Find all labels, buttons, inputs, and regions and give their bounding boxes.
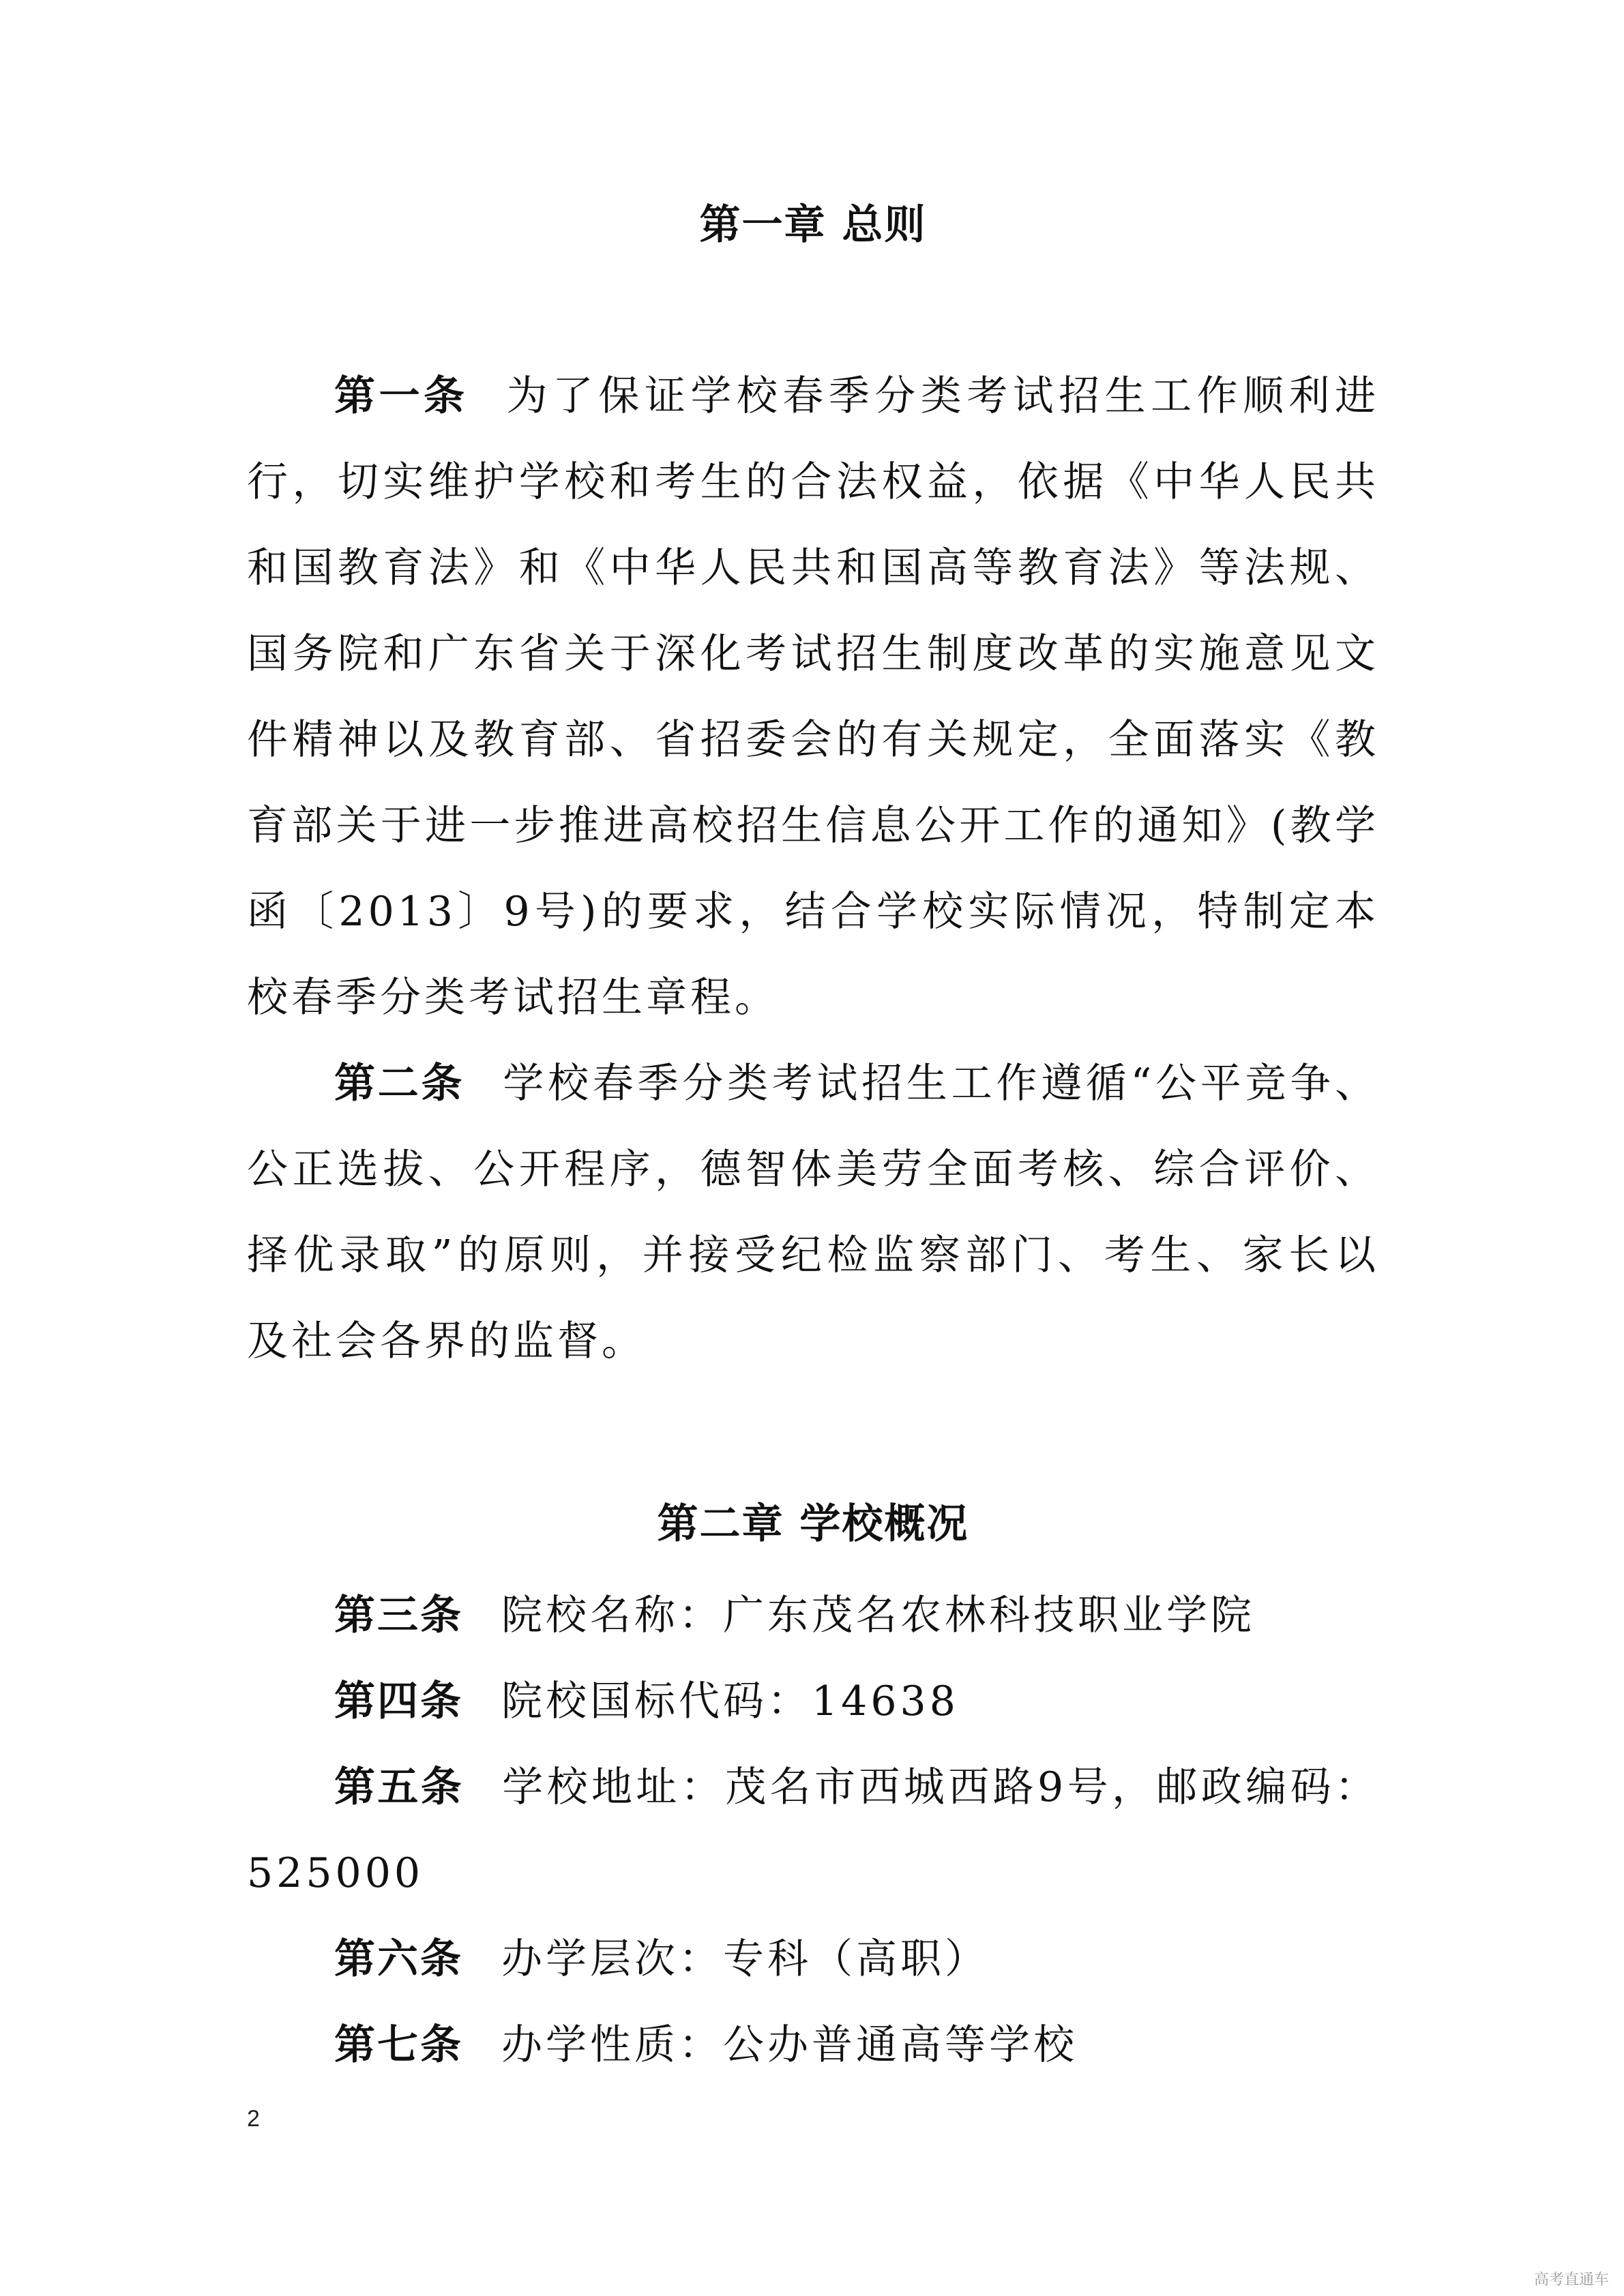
article-4-text: 院校国标代码：14638 [501,1678,959,1725]
article-3 [247,1572,1379,1658]
article-6-label: 第六条 [334,1935,463,1983]
article-2 [247,1041,1379,1384]
article-2-text: 学校春季分类考试招生工作遵循“公平竞争、公正选拔、公开程序，德智体美劳全面考核、综合评价、择优录取”的原则，并接受纪检监察部门、考生、家长以及社会各界的监督。 [247,1060,1379,1365]
article-4 [247,1658,1379,1744]
article-3-text: 院校名称：广东茂名农林科技职业学院 [501,1592,1255,1639]
article-4-label: 第四条 [334,1678,463,1725]
article-1-text: 为了保证学校春季分类考试招生工作顺利进行，切实维护学校和考生的合法权益，依据《中华人民共和国教育法》和《中华人民共和国高等教育法》等法规、国务院和广东省关于深化考试招生制度改革的实施意见文件精神以及教育部、省招委会的有关规定，全面落实《教育部关于进一步推进高校招生信息公开工作的通知》(教学函〔2013〕9号)的要求，结合学校实际情况，特制定本校春季分类考试招生章程。 [247,372,1380,1022]
chapter-2-title: 第二章 学校概况 [657,1500,969,1548]
article-3-label: 第三条 [334,1592,463,1639]
article-5-text: 学校地址：茂名市西城西路9号，邮政编码：525000 [247,1763,1379,1897]
watermark: 高考直通车 [1533,2271,1609,2288]
page-number: 2 [247,2106,260,2132]
article-5 [247,1744,1379,1916]
article-1 [247,353,1379,1041]
article-6 [247,1916,1379,2002]
article-7-text: 办学性质：公办普通高等学校 [501,2021,1078,2069]
article-6-text: 办学层次：专科（高职） [501,1935,989,1983]
article-2-label: 第二条 [334,1060,465,1107]
article-7-label: 第七条 [334,2021,463,2069]
article-5-label: 第五条 [334,1763,464,1811]
article-7 [247,2002,1379,2088]
article-1-label: 第一条 [334,372,469,420]
chapter-1-title: 第一章 总则 [699,201,927,249]
